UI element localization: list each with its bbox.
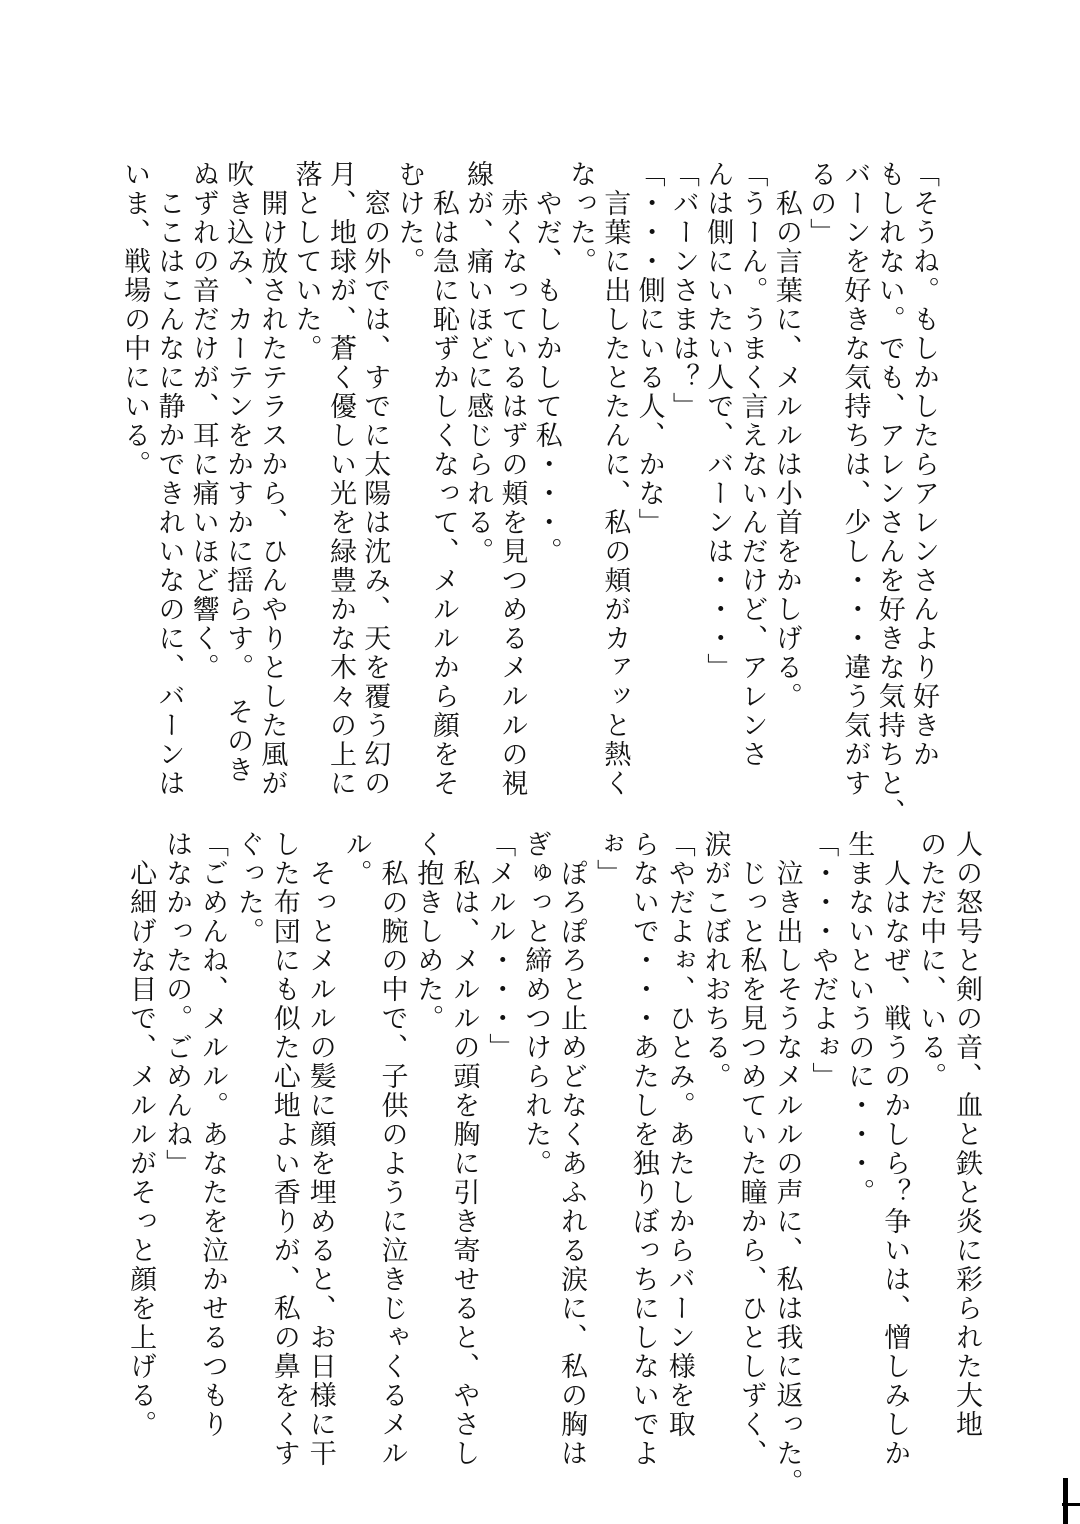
text-line: じっと私を見つめていた瞳から、ひとしずく、 bbox=[735, 830, 767, 1468]
text-line: 「うーん。うまく言えないんだけど、アレンさ bbox=[736, 160, 768, 769]
text-line: らないで・・・あたしを独りぼっちにしないでよ bbox=[627, 830, 659, 1468]
text-line: 私は、メルルの頭を胸に引き寄せると、やさし bbox=[448, 830, 480, 1468]
text-line: 生まないというのに・・・。 bbox=[843, 830, 875, 1207]
text-line: 泣き出しそうなメルルの声に、私は我に返った。 bbox=[771, 830, 803, 1497]
text-block-bottom bbox=[122, 830, 984, 1497]
text-line: 私は急に恥ずかしくなって、メルルから顔をそ bbox=[427, 160, 459, 798]
text-line: 「そうね。もしかしたらアレンさんより好きか bbox=[908, 160, 939, 769]
text-line: ぉ」 bbox=[591, 830, 623, 888]
scan-edge-mark bbox=[1063, 1478, 1068, 1524]
text-line: 「メルル・・・」 bbox=[484, 830, 516, 1062]
text-line: るの」 bbox=[805, 160, 837, 247]
text-line: 人はなぜ、戦うのかしら？争いは、憎しみしか bbox=[879, 830, 911, 1468]
text-line: 落としていた。 bbox=[290, 160, 322, 363]
text-line: 「・・・側にいる人、かな」 bbox=[633, 160, 665, 537]
text-line: ここはこんなに静かできれいなのに、バーンは bbox=[153, 160, 185, 798]
text-line: く抱きしめた。 bbox=[412, 830, 444, 1033]
text-line: 「バーンさまは？」 bbox=[667, 160, 699, 421]
text-line: した布団にも似た心地よい香りが、私の鼻をくす bbox=[268, 830, 300, 1468]
text-line: 線が、痛いほどに感じられる。 bbox=[462, 160, 494, 566]
text-line: 涙がこぼれおちる。 bbox=[699, 830, 731, 1091]
text-line: もしれない。でも、アレンさんを好きな気持ちと、 bbox=[873, 160, 905, 827]
text-line: ぎゅっと締めつけられた。 bbox=[520, 830, 552, 1178]
text-line: 私の腕の中で、子供のように泣きじゃくるメル bbox=[376, 830, 408, 1468]
text-line: いま、戦場の中にいる。 bbox=[119, 160, 151, 479]
text-line: むけた。 bbox=[393, 160, 425, 276]
text-line: ぽろぽろと止めどなくあふれる涙に、私の胸は bbox=[556, 830, 588, 1468]
text-line: ぐった。 bbox=[232, 830, 264, 946]
text-line: 「ごめんね、メルル。あなたを泣かせるつもり bbox=[196, 830, 228, 1439]
text-line: やだ、もしかして私・・・。 bbox=[530, 160, 562, 566]
text-line: ぬずれの音だけが、耳に痛いほど響く。 bbox=[187, 160, 219, 682]
text-line: んは側にいたい人で、バーンは・・・」 bbox=[702, 160, 734, 682]
text-line: 言葉に出したとたんに、私の頬がカァッと熱く bbox=[599, 160, 631, 798]
text-line: 赤くなっているはずの頬を見つめるメルルの視 bbox=[496, 160, 528, 798]
text-line: 開け放されたテラスから、ひんやりとした風が bbox=[256, 160, 288, 798]
text-line: ル。 bbox=[340, 830, 372, 888]
text-line: 人の怒号と剣の音、血と鉄と炎に彩られた大地 bbox=[951, 830, 982, 1439]
text-line: なった。 bbox=[565, 160, 597, 276]
text-line: 「やだよぉ、ひとみ。あたしからバーン様を取 bbox=[663, 830, 695, 1439]
text-line: バーンを好きな気持ちは、少し・・・違う気がす bbox=[839, 160, 871, 798]
text-line: はなかったの。ごめんね」 bbox=[161, 830, 193, 1178]
text-line: そっとメルルの髪に顔を埋めると、お日様に干 bbox=[304, 830, 336, 1468]
text-line: 心細げな目で、メルルがそっと顔を上げる。 bbox=[125, 830, 157, 1439]
text-line: のただ中に、いる。 bbox=[915, 830, 947, 1091]
text-line: 窓の外では、すでに太陽は沈み、天を覆う幻の bbox=[359, 160, 391, 798]
text-line: 私の言葉に、メルルは小首をかしげる。 bbox=[770, 160, 802, 711]
text-line: 「・・・やだよぉ」 bbox=[807, 830, 839, 1091]
text-line: 月、地球が、蒼く優しい光を緑豊かな木々の上に bbox=[324, 160, 356, 798]
scan-corner-tick bbox=[1062, 1503, 1080, 1506]
text-line: 吹き込み、カーテンをかすかに揺らす。 そのき bbox=[222, 160, 254, 785]
text-block-top bbox=[117, 160, 940, 827]
